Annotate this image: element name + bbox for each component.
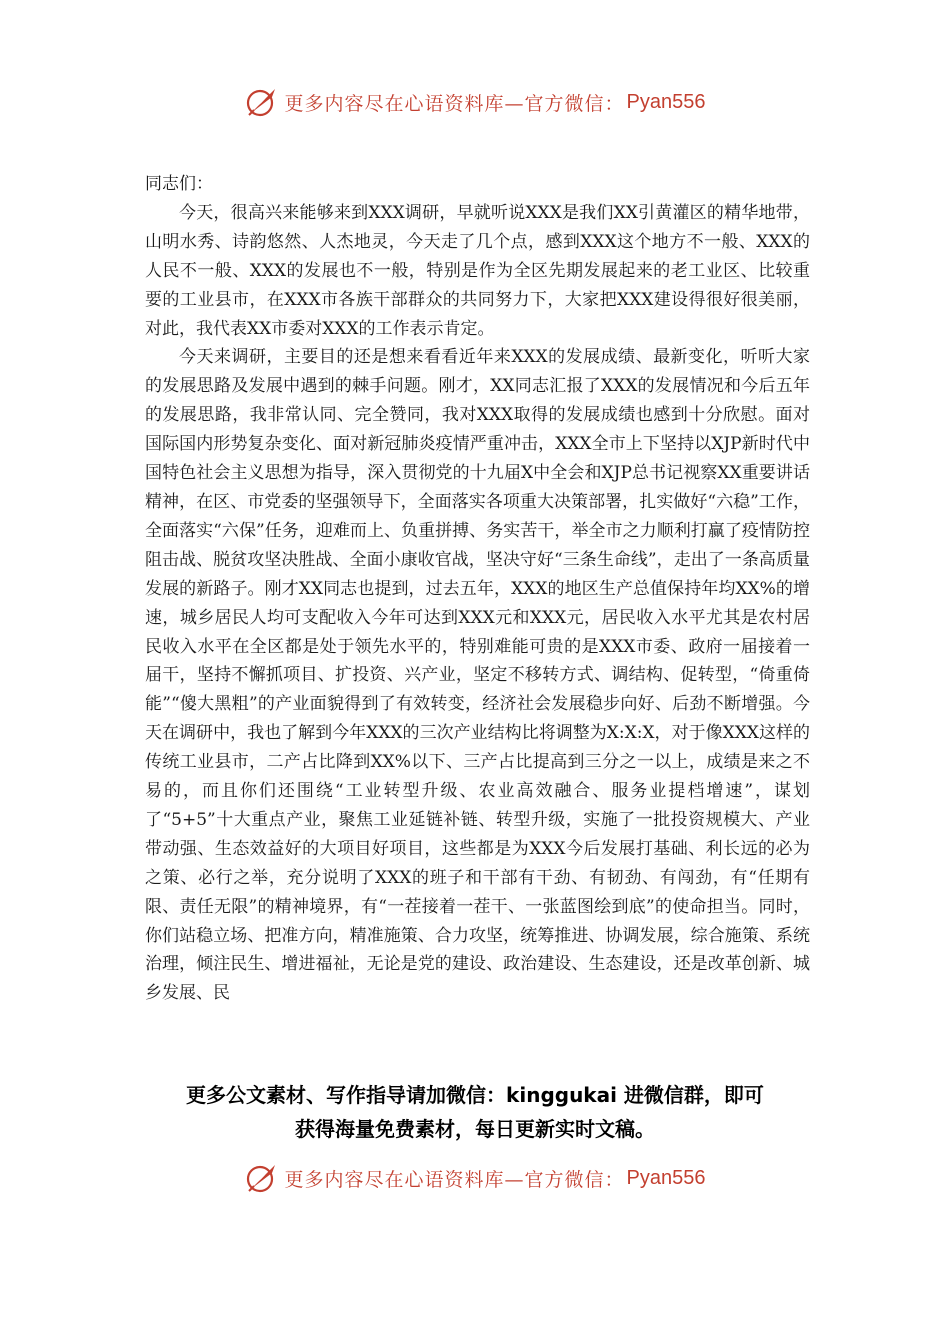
promo-notice [60, 1078, 890, 1146]
footer-banner [0, 1156, 950, 1200]
quill-pen-logo-icon [245, 1161, 279, 1195]
footer-banner-text: 更多内容尽在心语资料库—官方微信： [284, 1168, 625, 1191]
promo-line-2: 获得海量免费素材，每日更新实时文稿。 [295, 1117, 655, 1141]
paragraph-2: 今天来调研，主要目的还是想来看看近年来XXX的发展成绩、最新变化，听听大家的发展思路及发展中遇到的棘手问题。刚才，XX同志汇报了XXX的发展情况和今后五年的发展思路，我非常认同、完全赞同，我对XXX取得的发展成绩也感到十分欣慰。面对国际国内形势复杂变化、面对新冠肺炎疫情严重冲击，XXX全市上下坚持以XJP新时代中国特色社会主义思想为指导，深入贯彻党的十九届X中全会和XJP总书记视察XX重要讲话精神，在区、市党委的坚强领导下，全面落实各项重大决策部署，扎实做好“六稳”工作，全面落实“六保”任务，迎难而上、负重拼搏、务实苦干，举全市之力顺利打赢了疫情防控阻击战、脱贫攻坚决胜战、全面小康收官战，坚决守好“三条生命线”，走出了一条高质量发展的新路子。刚才XX同志也提到，过去五年，XXX的地区生产总值保持年均XX%的增速，城乡居民人均可支配收入今年可达到XXX元和XXX元，居民收入水平尤其是农村居民收入水平在全区都是处于领先水平的，特别难能可贵的是XXX市委、政府一届接着一届干，坚持不懈抓项目、扩投资、兴产业，坚定不移转方式、调结构、促转型，“倚重倚能”“傻大黑粗”的产业面貌得到了有效转变，经济社会发展稳步向好、后劲不断增强。今天在调研中，我也了解到今年XXX的三次产业结构比将调整为X:X:X，对于像XXX这样的传统工业县市，二产占比降到XX%以下、三产占比提高到三分之一以上，成绩是来之不易的，而且你们还围绕“工业转型升级、农业高效融合、服务业提档增速”，谋划了“5+5”十大重点产业，聚焦工业延链补链、转型升级，实施了一批投资规模大、产业带动强、生态效益好的大项目好项目，这些都是为XXX今后发展打基础、利长远的必为之策、必行之举，充分说明了XXX的班子和干部有干劲、有韧劲、有闯劲，有“任期有限、责任无限”的精神境界，有“一茬接着一茬干、一张蓝图绘到底”的使命担当。同时，你们站稳立场、把准方向，精准施策、合力攻坚，统筹推进、协调发展，综合施策、系统治理，倾注民生、增进福祉，无论是党的建设、政治建设、生态建设，还是改革创新、城乡发展、民 [145, 347, 810, 1004]
header-banner [0, 80, 950, 124]
document-body [145, 170, 810, 1008]
header-banner-text: 更多内容尽在心语资料库—官方微信： [284, 92, 625, 115]
quill-pen-logo-icon [245, 85, 279, 119]
paragraph-1: 今天，很高兴来能够来到XXX调研，早就听说XXX是我们XX引黄灌区的精华地带，山明水秀、诗韵悠然、人杰地灵，今天走了几个点，感到XXX这个地方不一般、XXX的人民不一般、XXX的发展也不一般，特别是作为全区先期发展起来的老工业区、比较重要的工业县市，在XXX市各族干部群众的共同努力下，大家把XXX建设得很好很美丽，对此，我代表XX市委对XXX的工作表示肯定。 [145, 202, 810, 339]
promo-line-1: 更多公文素材、写作指导请加微信：kinggukai 进微信群，即可 [186, 1083, 764, 1107]
salutation: 同志们： [145, 174, 213, 194]
footer-banner-wechat-id: Pyan556 [626, 1166, 706, 1189]
header-banner-wechat-id: Pyan556 [626, 90, 706, 113]
